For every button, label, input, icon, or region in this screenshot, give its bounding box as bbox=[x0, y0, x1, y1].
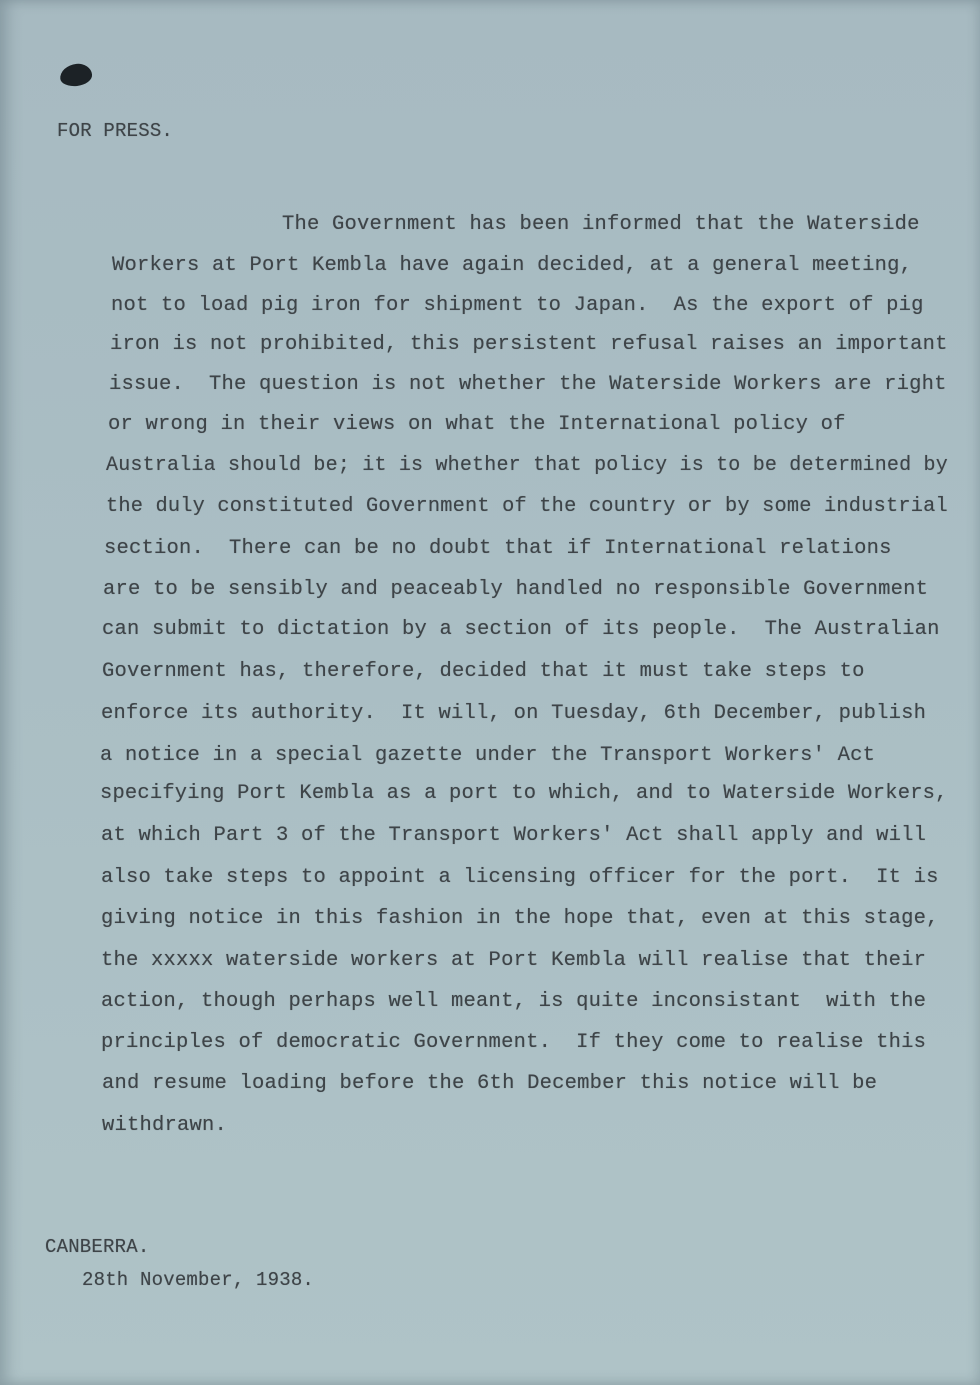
body-line: issue. The question is not whether the Waterside Workers are right bbox=[109, 373, 947, 396]
press-header: FOR PRESS. bbox=[57, 120, 174, 142]
body-line: are to be sensibly and peaceably handled no responsible Government bbox=[103, 578, 929, 601]
body-line: and resume loading before the 6th December this notice will be bbox=[102, 1072, 878, 1095]
body-line: can submit to dictation by a section of its people. The Australian bbox=[102, 618, 940, 641]
body-line: The Government has been informed that the Waterside bbox=[282, 213, 920, 236]
body-line: at which Part 3 of the Transport Workers' Act shall apply and will bbox=[101, 824, 927, 847]
body-line: Workers at Port Kembla have again decided, at a general meeting, bbox=[112, 254, 913, 277]
body-line: action, though perhaps well meant, is quite inconsistant with the bbox=[101, 990, 927, 1013]
body-line: iron is not prohibited, this persistent refusal raises an important bbox=[110, 333, 948, 356]
place-line: CANBERRA. bbox=[45, 1236, 150, 1258]
body-line: also take steps to appoint a licensing officer for the port. It is bbox=[101, 866, 939, 889]
body-line: Australia should be; it is whether that policy is to be determined by bbox=[106, 454, 948, 477]
body-line: enforce its authority. It will, on Tuesday, 6th December, publish bbox=[101, 702, 927, 725]
body-line: the duly constituted Government of the country or by some industrial bbox=[106, 495, 948, 518]
body-line: principles of democratic Government. If they come to realise this bbox=[101, 1031, 927, 1054]
body-line: Government has, therefore, decided that it must take steps to bbox=[102, 660, 865, 683]
date-line: 28th November, 1938. bbox=[82, 1269, 315, 1291]
body-line: a notice in a special gazette under the Transport Workers' Act bbox=[100, 744, 876, 767]
body-line: giving notice in this fashion in the hope that, even at this stage, bbox=[101, 907, 939, 930]
body-line: specifying Port Kembla as a port to which, and to Waterside Workers, bbox=[100, 782, 948, 805]
punch-hole bbox=[59, 62, 93, 87]
body-line: section. There can be no doubt that if International relations bbox=[104, 537, 892, 560]
body-line: or wrong in their views on what the International policy of bbox=[108, 413, 846, 436]
body-line: withdrawn. bbox=[102, 1114, 228, 1137]
body-line: not to load pig iron for shipment to Japan. As the export of pig bbox=[111, 294, 924, 317]
body-line: the xxxxx waterside workers at Port Kembla will realise that their bbox=[101, 949, 927, 972]
